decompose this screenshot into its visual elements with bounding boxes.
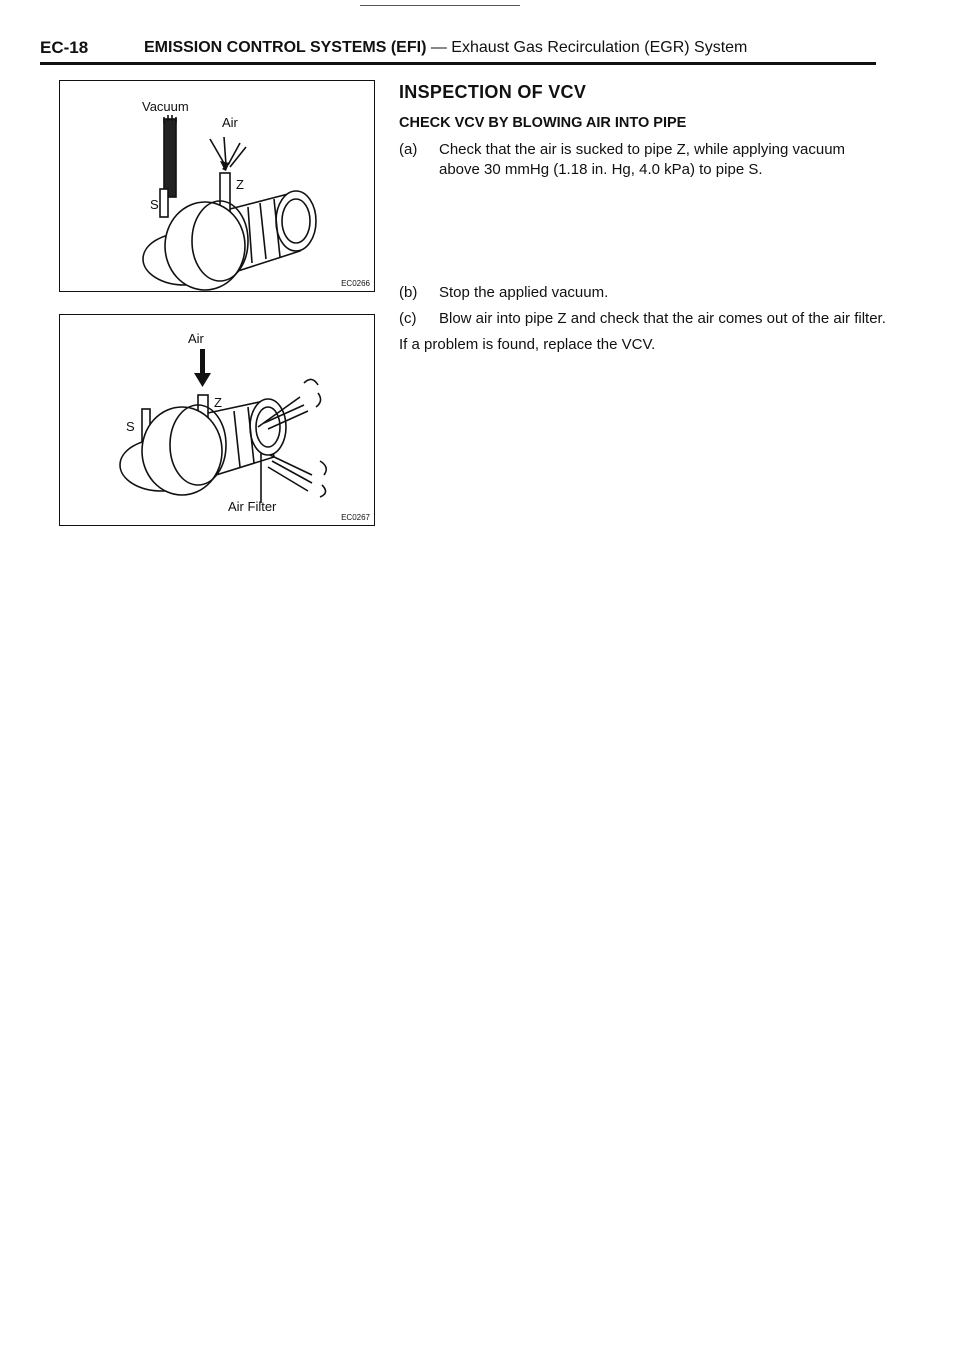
step-text: Stop the applied vacuum. xyxy=(439,284,609,301)
step-marker: (c) xyxy=(399,310,417,327)
vcv-vacuum-illustration xyxy=(60,81,374,291)
page-title-bold: EMISSION CONTROL SYSTEMS (EFI) xyxy=(144,39,427,56)
label-air: Air xyxy=(188,331,204,346)
section-subheading: CHECK VCV BY BLOWING AIR INTO PIPE xyxy=(399,115,687,131)
scan-line xyxy=(360,5,520,6)
figure-code: EC0267 xyxy=(341,513,370,522)
step-marker: (b) xyxy=(399,284,418,301)
step-marker: (a) xyxy=(399,141,418,158)
step-c xyxy=(399,309,889,329)
label-pipe-z: Z xyxy=(236,177,244,192)
figure-blow-test xyxy=(59,314,375,526)
label-vacuum: Vacuum xyxy=(142,99,189,114)
figure-vacuum-test xyxy=(59,80,375,292)
step-b xyxy=(399,283,889,303)
note-text: If a problem is found, replace the VCV. xyxy=(399,336,656,353)
section-heading: INSPECTION OF VCV xyxy=(399,82,587,102)
step-text: Check that the air is sucked to pipe Z, while applying vacuum above 30 mmHg (1.18 in. Hg, 4.0 kPa) to pipe S. xyxy=(439,141,846,178)
label-pipe-s: S xyxy=(126,419,135,434)
step-a xyxy=(399,140,889,180)
page-title xyxy=(144,39,747,57)
label-air-filter: Air Filter xyxy=(228,499,277,514)
page-header xyxy=(40,36,876,65)
label-pipe-z: Z xyxy=(214,395,222,410)
label-air: Air xyxy=(222,115,238,130)
label-pipe-s: S xyxy=(150,197,159,212)
step-text: Blow air into pipe Z and check that the air comes out of the air filter. xyxy=(439,310,886,327)
page-code: EC-18 xyxy=(40,38,89,57)
page-title-rest: — Exhaust Gas Recirculation (EGR) System xyxy=(430,39,748,56)
vcv-blow-illustration xyxy=(60,315,374,525)
figure-code: EC0266 xyxy=(341,279,370,288)
inspection-content xyxy=(399,82,889,355)
